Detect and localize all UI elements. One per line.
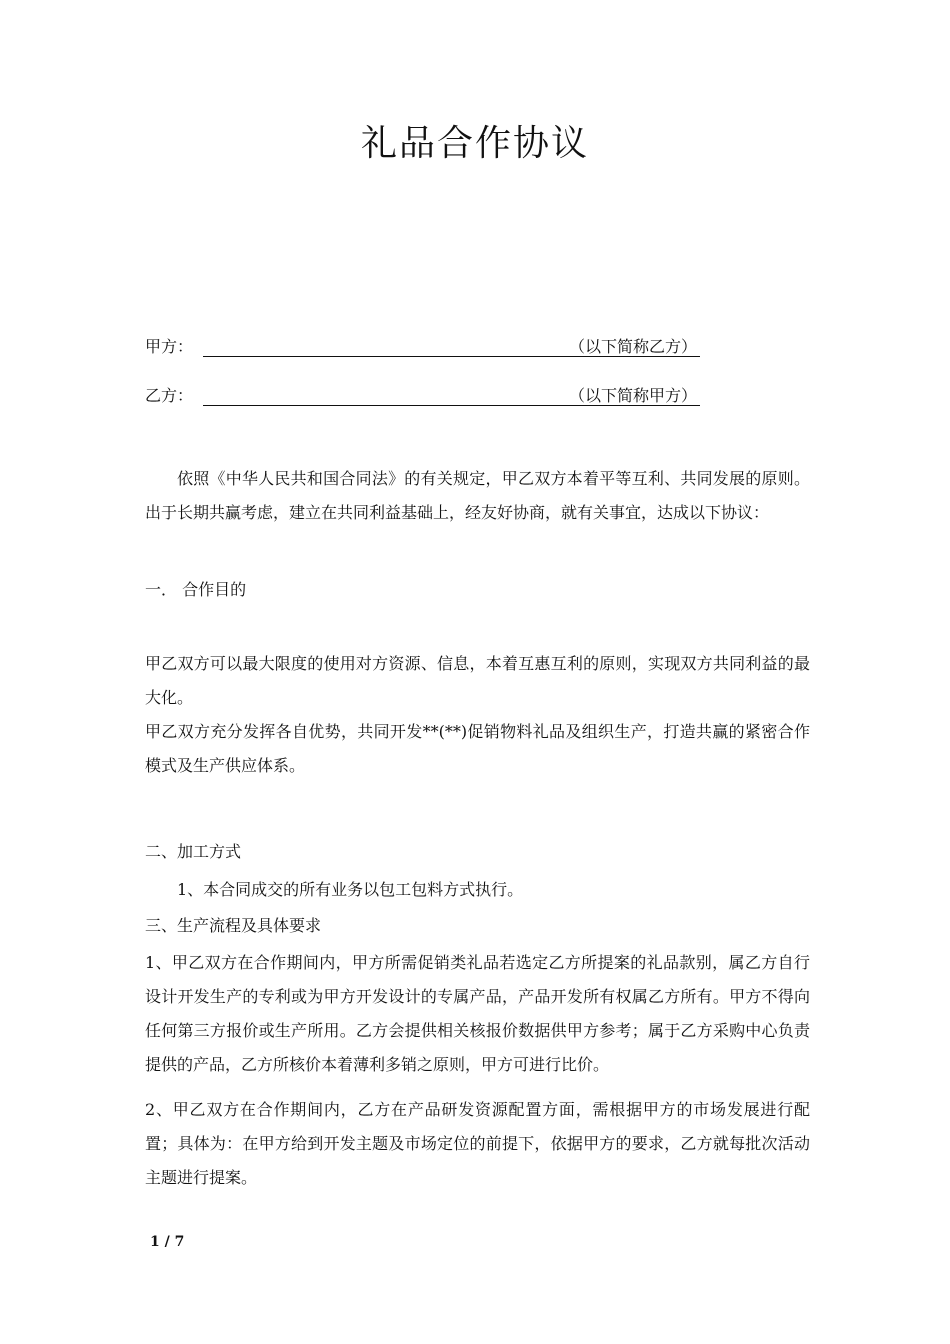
section2-item-1: 1、本合同成交的所有业务以包工包料方式执行。 — [177, 880, 524, 899]
party-a-note: （以下简称乙方） — [568, 337, 697, 356]
party-b-label: 乙方： — [145, 386, 194, 405]
section3-item-1: 1、甲乙双方在合作期间内，甲方所需促销类礼品若选定乙方所提案的礼品款别，属乙方自行设计开发生产的专利或为甲方开发设计的专属产品，产品开发所有权属乙方所有。甲方不得向任何第三方报价或生产所用。乙方会提供相关核报价数据供甲方参考；属于乙方采购中心负责提供的产品，乙方所核价本着薄利多销之原则，甲方可进行比价。 — [145, 953, 810, 1074]
section3-heading: 三、生产流程及具体要求 — [145, 916, 322, 935]
section1-heading: 一． 合作目的 — [145, 580, 247, 599]
section1-paragraph-1: 甲乙双方可以最大限度的使用对方资源、信息，本着互惠互利的原则，实现双方共同利益的最大化。 — [145, 654, 810, 707]
preamble-paragraph: 依照《中华人民共和国合同法》的有关规定，甲乙双方本着平等互利、共同发展的原则。出于长期共赢考虑，建立在共同利益基础上，经友好协商，就有关事宜，达成以下协议： — [145, 469, 810, 522]
section3-item-2: 2、甲乙双方在合作期间内，乙方在产品研发资源配置方面，需根据甲方的市场发展进行配置；具体为：在甲方给到开发主题及市场定位的前提下，依据甲方的要求，乙方就每批次活动主题进行提案。 — [145, 1100, 810, 1187]
party-b-line — [145, 381, 705, 411]
section2-heading: 二、加工方式 — [145, 842, 242, 861]
page-number: 1 / 7 — [150, 1234, 185, 1250]
party-a-label: 甲方： — [145, 337, 194, 356]
section1-paragraph-2: 甲乙双方充分发挥各自优势，共同开发**(**)促销物料礼品及组织生产，打造共赢的紧密合作模式及生产供应体系。 — [145, 722, 810, 775]
party-b-note: （以下简称甲方） — [568, 386, 697, 405]
document-title: 礼品合作协议 — [360, 123, 589, 164]
party-a-line — [145, 332, 705, 362]
